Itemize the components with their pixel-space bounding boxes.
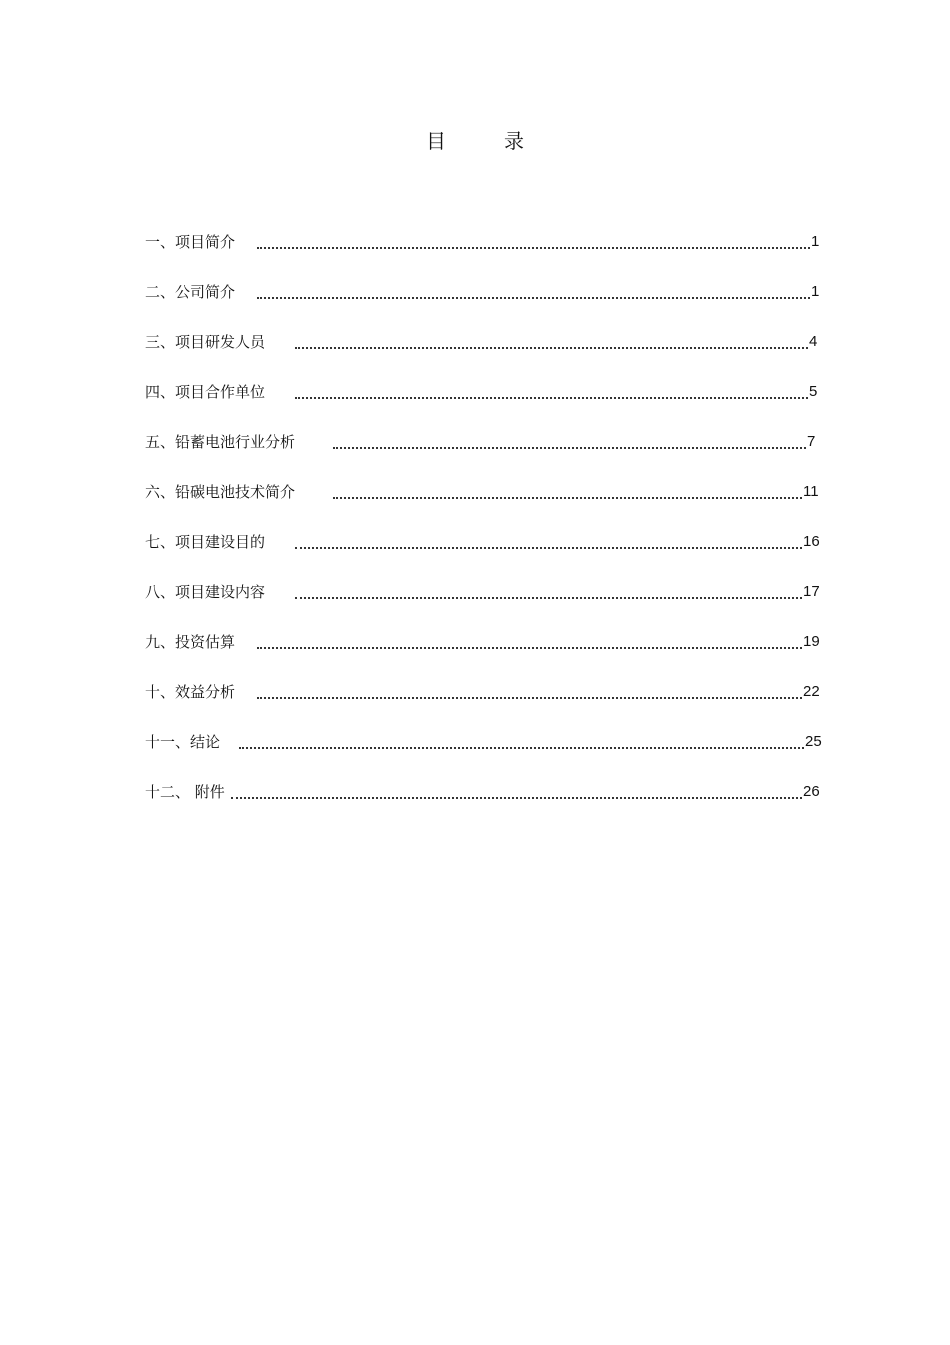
page-title-char-1: 目: [426, 129, 446, 153]
toc-entry[interactable]: [145, 530, 825, 580]
toc-entry[interactable]: [145, 480, 825, 530]
toc-entry-page: 16: [803, 533, 820, 550]
toc-entry-leader: [231, 797, 802, 799]
table-of-contents: [145, 230, 825, 830]
toc-entry[interactable]: [145, 230, 825, 280]
toc-entry-leader: [257, 297, 810, 299]
toc-entry-label: 五、铅蓄电池行业分析: [145, 430, 303, 454]
toc-entry-page: 22: [803, 683, 820, 700]
toc-entry-label: 十一、结论: [145, 730, 228, 754]
toc-entry-label: 七、项目建设目的: [145, 530, 273, 554]
toc-entry[interactable]: [145, 630, 825, 680]
toc-entry-page: 19: [803, 633, 820, 650]
toc-entry-label: 十二、 附件: [145, 780, 233, 804]
toc-entry-page: 4: [809, 333, 818, 350]
toc-entry[interactable]: [145, 730, 825, 780]
toc-entry-label: 九、投资估算: [145, 630, 243, 654]
toc-entry-page: 11: [803, 483, 819, 500]
toc-entry-leader: [333, 497, 802, 499]
toc-entry[interactable]: [145, 280, 825, 330]
toc-entry-page: 17: [803, 583, 820, 600]
toc-entry-leader: [239, 747, 804, 749]
toc-entry[interactable]: [145, 430, 825, 480]
toc-entry-label: 二、公司简介: [145, 280, 243, 304]
toc-entry-leader: [333, 447, 806, 449]
toc-entry-label: 八、项目建设内容: [145, 580, 273, 604]
toc-entry-leader: [295, 397, 808, 399]
toc-entry[interactable]: [145, 780, 825, 830]
toc-entry-page: 1: [811, 233, 820, 250]
toc-entry-label: 四、项目合作单位: [145, 380, 273, 404]
toc-entry-page: 25: [805, 733, 822, 750]
toc-entry[interactable]: [145, 330, 825, 380]
toc-entry-leader: [295, 597, 802, 599]
toc-entry-page: 26: [803, 783, 820, 800]
toc-entry-leader: [295, 547, 802, 549]
toc-entry[interactable]: [145, 580, 825, 630]
toc-entry-leader: [257, 247, 810, 249]
toc-entry-label: 十、效益分析: [145, 680, 243, 704]
toc-entry[interactable]: [145, 380, 825, 430]
page-title: [0, 128, 950, 154]
toc-entry-page: 7: [807, 433, 816, 450]
toc-entry-label: 三、项目研发人员: [145, 330, 273, 354]
toc-entry[interactable]: [145, 680, 825, 730]
toc-entry-label: 六、铅碳电池技术简介: [145, 480, 303, 504]
toc-entry-leader: [295, 347, 808, 349]
toc-entry-page: 1: [811, 283, 820, 300]
toc-entry-leader: [257, 697, 802, 699]
toc-entry-leader: [257, 647, 802, 649]
page-title-char-2: 录: [504, 129, 524, 153]
toc-entry-page: 5: [809, 383, 818, 400]
toc-entry-label: 一、项目简介: [145, 230, 243, 254]
